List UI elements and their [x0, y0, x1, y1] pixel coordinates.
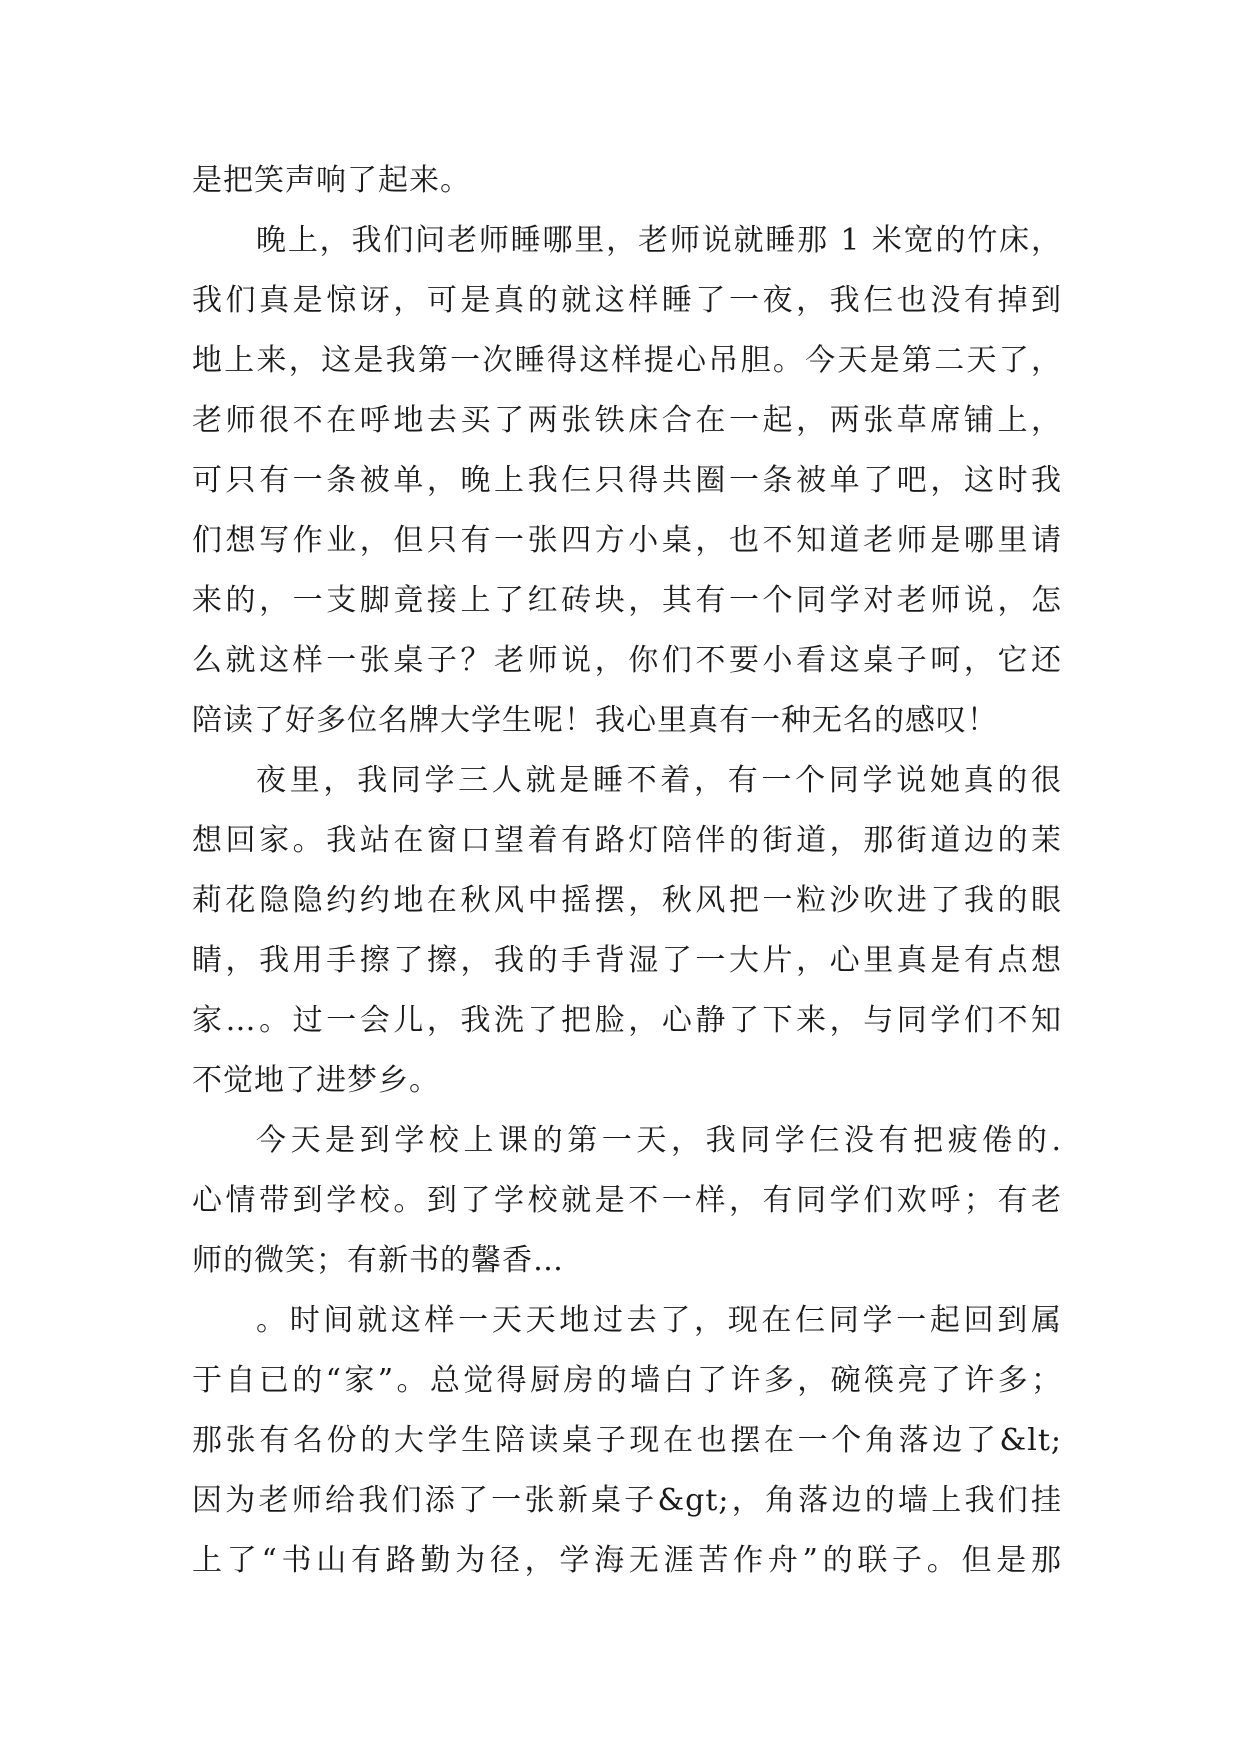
text-line: 们想写作业，但只有一张四方小桌，也不知道老师是哪里请 — [192, 523, 1062, 558]
text-line: 老师很不在呼地去买了两张铁床合在一起，两张草席铺上， — [192, 403, 1062, 438]
text-line: 莉花隐隐约约地在秋风中摇摆，秋风把一粒沙吹进了我的眼 — [192, 883, 1062, 918]
text-line: 晚上，我们问老师睡哪里，老师说就睡那 1 米宽的竹床， — [256, 223, 1062, 258]
text-line: 么就这样一张桌子？老师说，你们不要小看这桌子呵，它还 — [192, 643, 1062, 678]
text-line: 今天是到学校上课的第一天，我同学仨没有把疲倦的. — [256, 1123, 1062, 1158]
text-line: 师的微笑；有新书的馨香… — [192, 1243, 564, 1278]
text-line: 陪读了好多位名牌大学生呢！我心里真有一种无名的感叹！ — [192, 703, 998, 738]
text-line: 睛，我用手擦了擦，我的手背湿了一大片，心里真是有点想 — [192, 943, 1062, 978]
text-line: 上了“书山有路勤为径，学海无涯苦作舟”的联子。但是那 — [192, 1543, 1062, 1578]
text-line: 那张有名份的大学生陪读桌子现在也摆在一个角落边了&lt; — [192, 1423, 1062, 1458]
text-line: 想回家。我站在窗口望着有路灯陪伴的街道，那街道边的茉 — [192, 823, 1062, 858]
text-line: 地上来，这是我第一次睡得这样提心吊胆。今天是第二天了， — [192, 343, 1062, 378]
text-line: 于自已的“家”。总觉得厨房的墙白了许多，碗筷亮了许多； — [192, 1363, 1062, 1398]
text-line: 。时间就这样一天天地过去了，现在仨同学一起回到属 — [256, 1303, 1062, 1338]
text-line: 是把笑声响了起来。 — [192, 163, 471, 198]
text-line: 来的，一支脚竟接上了红砖块，其有一个同学对老师说，怎 — [192, 583, 1062, 618]
text-line: 夜里，我同学三人就是睡不着，有一个同学说她真的很 — [256, 763, 1062, 798]
text-line: 可只有一条被单，晚上我仨只得共圈一条被单了吧，这时我 — [192, 463, 1062, 498]
text-line: 我们真是惊讶，可是真的就这样睡了一夜，我仨也没有掉到 — [192, 283, 1062, 318]
text-line: 家…。过一会儿，我洗了把脸，心静了下来，与同学们不知 — [192, 1003, 1062, 1038]
text-line: 心情带到学校。到了学校就是不一样，有同学们欢呼；有老 — [192, 1183, 1062, 1218]
text-line: 因为老师给我们添了一张新桌子&gt;，角落边的墙上我们挂 — [192, 1483, 1062, 1518]
text-line: 不觉地了进梦乡。 — [192, 1063, 440, 1098]
